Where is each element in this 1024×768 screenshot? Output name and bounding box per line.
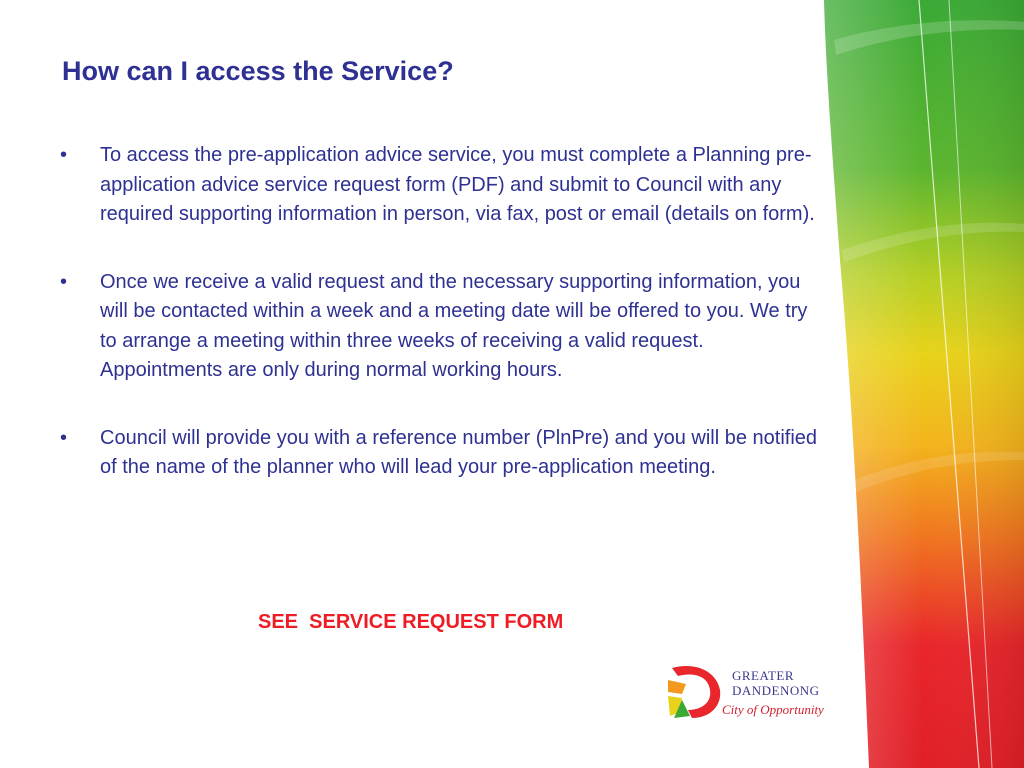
slide-title: How can I access the Service? xyxy=(62,56,454,86)
bullet-marker: • xyxy=(60,144,68,166)
greater-dandenong-logo xyxy=(664,656,864,726)
bullet-marker: • xyxy=(60,426,68,449)
logo-mark-icon xyxy=(664,660,726,722)
bullet-list xyxy=(60,141,828,521)
bullet-item-reference xyxy=(60,424,828,483)
bullet-item-access xyxy=(60,141,828,230)
logo-text-line1: GREATER xyxy=(732,668,794,683)
bullet-text: Once we receive a valid request and the necessary supporting information, you will be contacted within a week and a meeting date will be offered to you. We try to arrange a meeting within three weeks of receiving a valid request. Appointments are only during normal working hours. xyxy=(100,270,808,381)
bullet-text: To access the pre-application advice service, you must complete a Planning pre-application advice service request form (PDF) and submit to Council with any required supporting information in person, via fax, post or email (details on form). xyxy=(100,144,815,225)
logo-text-line2: DANDENONG xyxy=(732,683,820,698)
logo-tagline: City of Opportunity xyxy=(722,702,824,717)
service-request-form-callout: SEE SERVICE REQUEST FORM xyxy=(258,611,564,633)
bullet-item-meeting xyxy=(60,268,828,386)
decorative-gradient-band xyxy=(824,0,1024,768)
bullet-marker: • xyxy=(60,270,68,293)
bullet-text: Council will provide you with a reference number (PlnPre) and you will be notified of the name of the planner who will lead your pre-application meeting. xyxy=(100,426,818,478)
